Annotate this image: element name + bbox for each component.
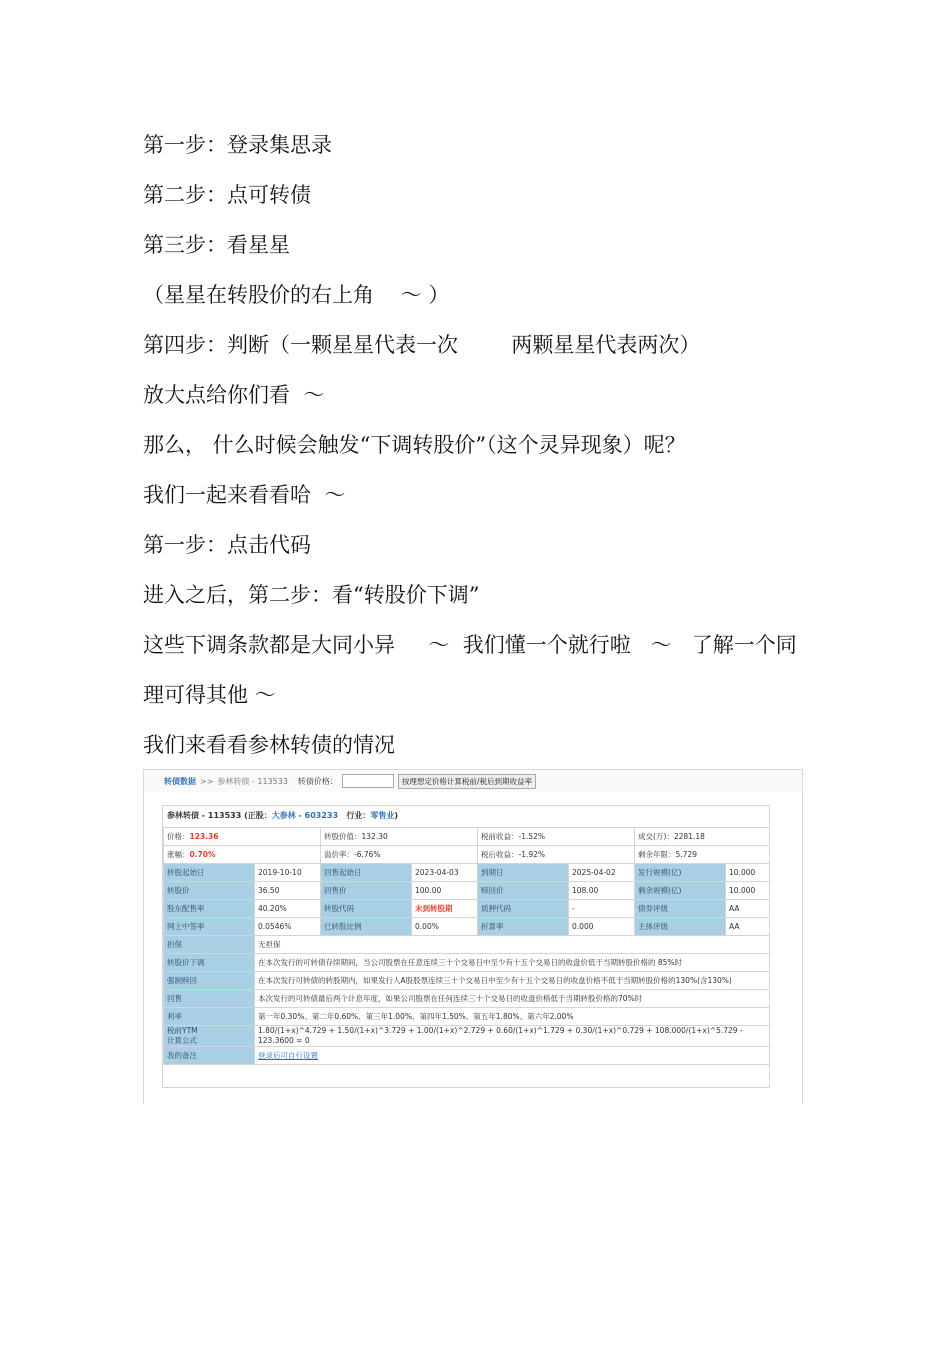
- price-input[interactable]: [342, 774, 394, 788]
- paragraph: 我们来看看参林转债的情况: [143, 733, 395, 757]
- field-value: 2019-10-10: [255, 864, 321, 882]
- clause-row: [164, 1008, 770, 1026]
- bond-info-panel: [162, 805, 770, 1088]
- field-value: 40.20%: [255, 900, 321, 918]
- clause-label: 转股价下调: [164, 954, 255, 972]
- stock-prefix: (正股：: [244, 811, 272, 820]
- field-value: 0.00%: [412, 918, 478, 936]
- clause-row: [164, 1047, 770, 1065]
- summary-value: -1.92%: [518, 850, 546, 859]
- field-value: 0.000: [569, 918, 635, 936]
- paragraph: 第四步：判断（一颗星星代表一次 两颗星星代表两次）: [143, 333, 701, 357]
- field-value: 36.50: [255, 882, 321, 900]
- field-label: 到期日: [478, 864, 569, 882]
- paragraph: 这些下调条款都是大同小异 ～ 我们懂一个就行啦 ～ 了解一个同: [143, 633, 797, 657]
- field-value: AA: [726, 918, 770, 936]
- paragraph: 放大点给你们看 ～: [143, 383, 325, 407]
- breadcrumb-current: 参林转债 - 113533: [217, 776, 288, 786]
- field-value: AA: [726, 900, 770, 918]
- stock-link[interactable]: 大参林 - 603233: [271, 811, 339, 820]
- summary-value: -1.52%: [518, 832, 546, 841]
- summary-cell: [321, 846, 478, 864]
- table-row: [164, 900, 770, 918]
- field-label: 折算率: [478, 918, 569, 936]
- clause-row: [164, 972, 770, 990]
- field-label: 主体评级: [635, 918, 726, 936]
- paragraph: 理可得其他 ～: [143, 683, 276, 707]
- summary-label: 溢价率：: [324, 850, 355, 859]
- summary-label: 转股价值：: [324, 832, 362, 841]
- field-value: 100.00: [412, 882, 478, 900]
- field-label: 转股价: [164, 882, 255, 900]
- bond-name: 参林转债 - 113533: [167, 811, 242, 820]
- summary-cell: [164, 846, 321, 864]
- field-label: 网上中签率: [164, 918, 255, 936]
- clause-text-content: 第一年0.30%、第二年0.60%、第三年1.00%、第四年1.50%、第五年1.80%、第六年2.00%: [258, 1011, 574, 1021]
- summary-label: 剩余年限：: [638, 850, 676, 859]
- clause-text: [255, 954, 770, 972]
- summary-label: 成交(万)：: [638, 832, 674, 841]
- field-label: 债券评级: [635, 900, 726, 918]
- paragraph: 第二步：点可转债: [143, 183, 311, 207]
- summary-value: 0.70%: [189, 850, 216, 859]
- field-value: 2023-04-03: [412, 864, 478, 882]
- summary-value: 123.36: [189, 832, 219, 841]
- clause-text: [255, 936, 770, 954]
- clause-label: 担保: [164, 936, 255, 954]
- summary-value: 132.30: [361, 832, 388, 841]
- summary-cell: [321, 828, 478, 846]
- field-value: 10.000: [726, 864, 770, 882]
- embedded-screenshot: [143, 769, 803, 1104]
- clause-text-content: 无担保: [258, 939, 281, 949]
- field-value: 未到转股期: [412, 900, 478, 918]
- paragraph: 那么， 什么时候会触发“下调转股价”（这个灵异现象）呢？: [143, 433, 686, 457]
- summary-value: 2281.18: [673, 832, 705, 841]
- table-row: [164, 882, 770, 900]
- summary-row: [164, 828, 770, 846]
- field-value: 108.00: [569, 882, 635, 900]
- field-value: -: [569, 900, 635, 918]
- field-label: 赎回价: [478, 882, 569, 900]
- summary-cell: [478, 828, 635, 846]
- clause-label: 利率: [164, 1008, 255, 1026]
- table-row: [164, 864, 770, 882]
- industry-prefix: 行业：: [346, 811, 371, 820]
- paragraph: 第三步：看星星: [143, 233, 290, 257]
- field-label: 发行规模(亿): [635, 864, 726, 882]
- summary-cell: [635, 846, 770, 864]
- field-label: 已转股比例: [321, 918, 412, 936]
- clause-text-content: 在本次发行的可转债存续期间，当公司股票在任意连续三十个交易日中至少有十五个交易日的收盘价低于当期转股价格的 85%时: [258, 957, 683, 967]
- breadcrumb-separator: >>: [200, 776, 214, 786]
- breadcrumb-bar: [144, 770, 802, 792]
- summary-label: 涨幅：: [167, 850, 190, 859]
- breadcrumb-root-link[interactable]: 转债数据: [164, 776, 196, 786]
- clause-text: [255, 972, 770, 990]
- calc-yield-button[interactable]: 按理想定价格计算税前/税后到期收益率: [398, 774, 536, 789]
- clause-row: [164, 1026, 770, 1047]
- clause-text: [255, 990, 770, 1008]
- clause-label: 税前YTM 计算公式: [164, 1026, 255, 1047]
- field-label: 转股起始日: [164, 864, 255, 882]
- field-label: 股东配售率: [164, 900, 255, 918]
- summary-label: 价格：: [167, 832, 190, 841]
- clause-text: [255, 1008, 770, 1026]
- field-label: 质押代码: [478, 900, 569, 918]
- summary-label: 税前收益：: [481, 832, 519, 841]
- clause-text-content: 本次发行的可转债最后两个计息年度，如果公司股票在任何连续三十个交易日的收盘价格低于当期转股价格的70%时: [258, 993, 643, 1003]
- note-link[interactable]: 登录后可自行设置: [255, 1047, 770, 1065]
- title-close: ): [394, 811, 399, 820]
- summary-value: 5.729: [675, 850, 698, 859]
- field-label: 回售价: [321, 882, 412, 900]
- paragraph: 第一步：点击代码: [143, 533, 311, 557]
- clause-text-content: 在本次发行可转债的转股期内，如果发行人A股股票连续三十个交易日中至少有十五个交易日的收盘价格不低于当期转股价格的130%(含130%): [258, 975, 732, 985]
- clause-text: [255, 1026, 770, 1047]
- field-value: 10.000: [726, 882, 770, 900]
- field-label: 剩余规模(亿): [635, 882, 726, 900]
- bond-title: [163, 810, 769, 824]
- clause-text-content: 1.80/(1+x)^4.729 + 1.50/(1+x)^3.729 + 1.00/(1+x)^2.729 + 0.60/(1+x)^1.729 + 0.30/(1+x)^0.729 + 108.000/(1+x)^5.729 - 123.3600 = 0: [258, 1026, 743, 1045]
- summary-label: 税后收益：: [481, 850, 519, 859]
- table-row: [164, 918, 770, 936]
- paragraph: 进入之后，第二步：看“转股价下调”: [143, 583, 480, 607]
- clause-row: [164, 954, 770, 972]
- summary-value: -6.76%: [354, 850, 381, 859]
- clause-label: 我的备注: [164, 1047, 255, 1065]
- clause-label: 强制赎回: [164, 972, 255, 990]
- summary-cell: [478, 846, 635, 864]
- field-label: 回售起始日: [321, 864, 412, 882]
- bond-info-table: [163, 827, 770, 1065]
- paragraph: 第一步：登录集思录: [143, 133, 332, 157]
- paragraph: （星星在转股价的右上角 ～ ）: [143, 283, 450, 307]
- price-label: 转债价格：: [297, 776, 338, 786]
- industry-link[interactable]: 零售业: [370, 811, 395, 820]
- field-value: 0.0546%: [255, 918, 321, 936]
- summary-cell: [164, 828, 321, 846]
- field-label: 转股代码: [321, 900, 412, 918]
- summary-row: [164, 846, 770, 864]
- clause-row: [164, 990, 770, 1008]
- clause-label: 回售: [164, 990, 255, 1008]
- field-value: 2025-04-02: [569, 864, 635, 882]
- summary-cell: [635, 828, 770, 846]
- clause-row: [164, 936, 770, 954]
- paragraph: 我们一起来看看哈 ～: [143, 483, 346, 507]
